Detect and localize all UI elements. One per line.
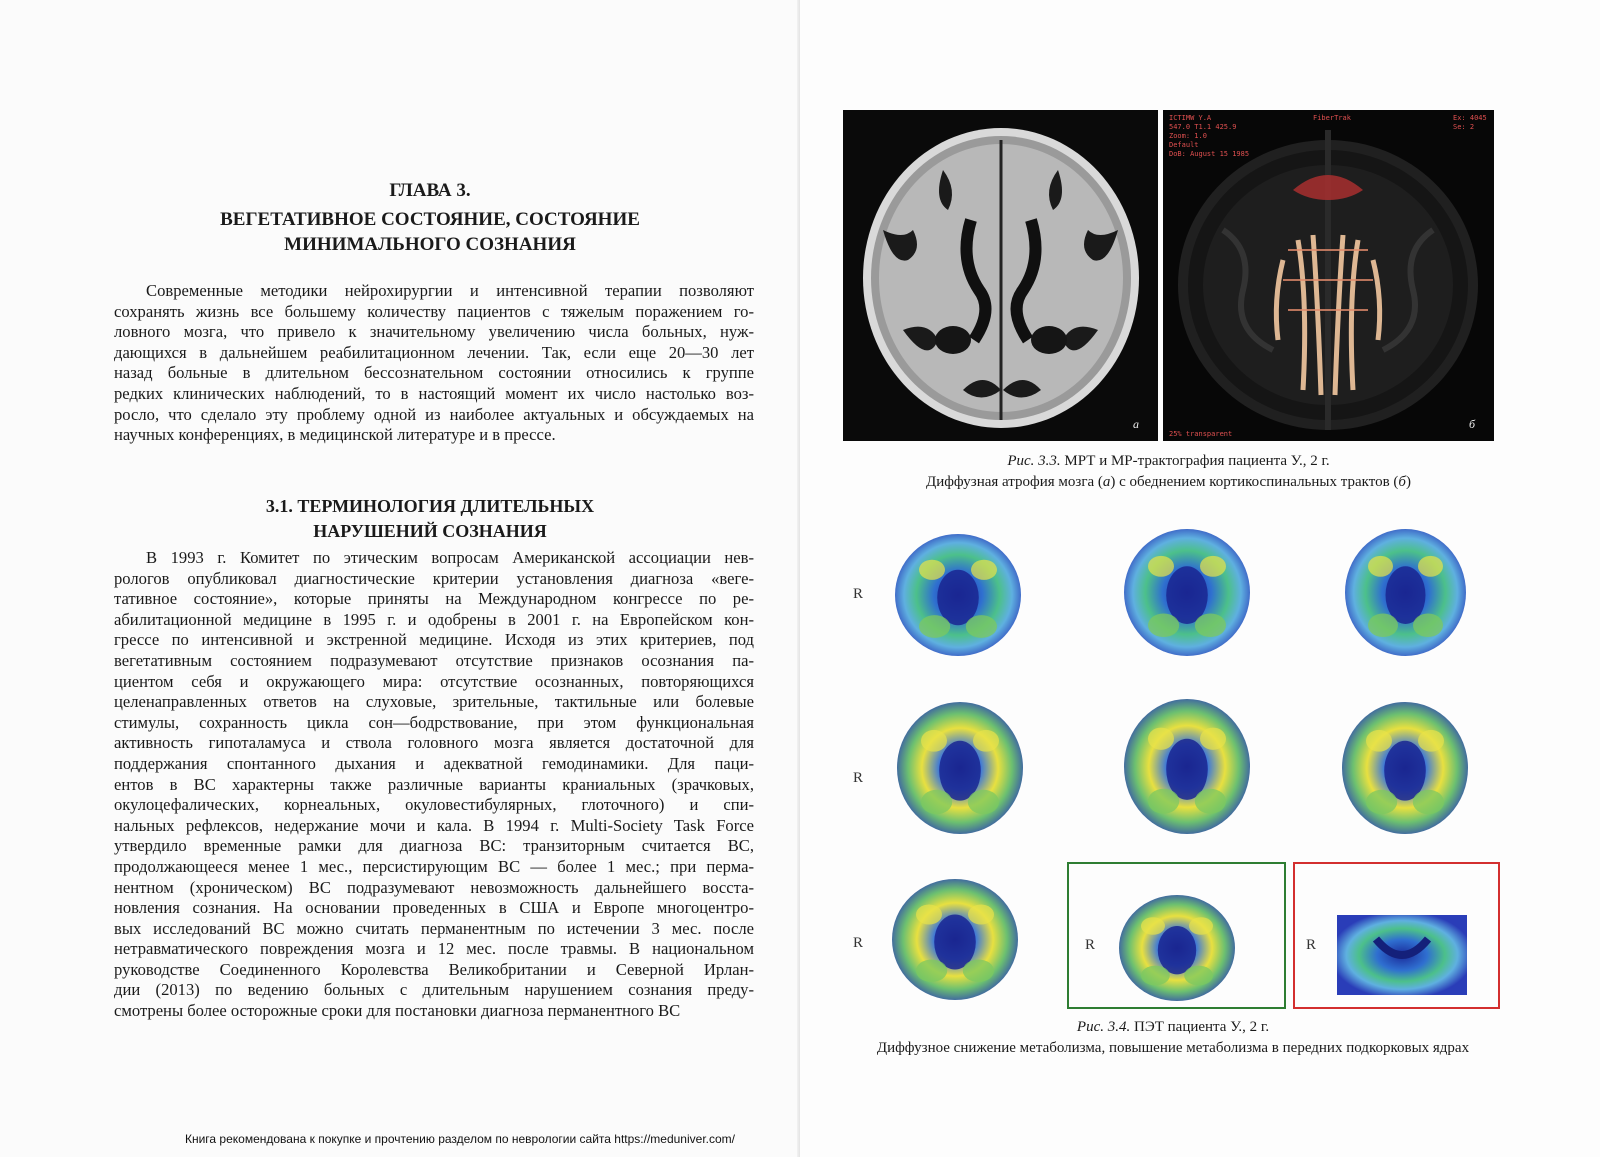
chapter-label: ГЛАВА 3. [389,180,471,201]
text-line: продолжающееся менее 1 мес., персистирующим ВС — более 1 мес.; при перма- [114,856,754,876]
panel-a-label: а [1133,417,1139,431]
text-line: рологов опубликовал диагностические критерии установления диагноза «веге- [114,568,754,588]
page-footer: Книга рекомендована к покупке и прочтению разделом по неврологии сайта https://meduniver.com/ [184,1132,735,1146]
chapter-heading [110,178,750,257]
overlay-top-right-1: Ex: 4045 [1453,114,1487,122]
text-line: В 1993 г. Комитет по этическим вопросам Американской ассоциации нев- [146,548,754,567]
text-line: активность гипоталамуса и ствола головного мозга является достаточной для [114,733,754,753]
text-line: ловного мозга, что привело к значительному увеличению числа больных, нуж- [114,322,754,342]
text-line: Современные методики нейрохирургии и интенсивной терапии позволяют [146,281,754,300]
text-line: вегетативным состоянием подразумевают отсутствие признаков осознания па- [114,650,754,670]
text-line: назад больные в длительном бессознательном состоянии относились к группе [114,363,754,383]
section-heading [110,494,750,544]
text-line: вых исследований ВС можно считать перманентным по истечении 3 мес. после [114,918,754,938]
text-line: смотрены более осторожные сроки для постановки диагноза перманентного ВС [114,1001,681,1021]
pet-frame-red [1293,862,1500,1009]
fig33-caption-line1: МРТ и МР-трактография пациента У., 2 г. [1060,453,1330,469]
text-line: циентом себя и окружающего мира: отсутствие осознанных, повторяющихся [114,671,754,691]
section-title-line2: НАРУШЕНИЙ СОЗНАНИЯ [313,521,547,541]
text-line: руководстве Соединенного Королевства Великобритании и Северной Ирлан- [114,959,754,979]
text-line: тативное состояние», которые приняты на Международном конгрессе по ре- [114,589,754,609]
section-title-line1: 3.1. ТЕРМИНОЛОГИЯ ДЛИТЕЛЬНЫХ [265,496,595,516]
overlay-top-center: FiberTrak [1313,114,1351,122]
pet-side-marker: R [1085,937,1096,953]
pet-scan-slice [895,700,1025,840]
overlay-top-right-2: Se: 2 [1453,123,1475,131]
pet-scan-slice [1122,697,1252,840]
pet-scan-slice [1340,700,1470,840]
text-line: дии (2013) по ведению больных с длительным нарушением сознания преду- [114,980,754,1000]
pet-side-marker: R [1306,937,1317,953]
pet-side-marker: R [853,770,864,786]
fig34-caption-line1: ПЭТ пациента У., 2 г. [1130,1019,1270,1035]
text-line: окулоцефалических, корнеальных, окуловестибулярных, глоточного) и спи- [114,795,754,815]
fig34-caption-label: Рис. 3.4. [1076,1019,1131,1035]
pet-scan-slice [890,877,1020,1006]
pet-scan-slice [1343,527,1468,662]
text-line: поддержания спонтанного дыхания и адекватной гемодинамики. Для паци- [114,753,754,773]
panel-b-label: б [1469,417,1476,431]
text-line: нальных рефлексов, недержание мочи и кала. В 1994 г. Multi-Society Task Force [114,815,754,835]
text-line: дающихся в дальнейшем реабилитационном лечении. Так, если еще 20—30 лет [114,342,754,362]
fig33-caption-line2-d: б [1398,474,1406,490]
fig34-caption-line2: Диффузное снижение метаболизма, повышение метаболизма в передних подкорковых ядрах [876,1040,1470,1056]
chapter-title-line2: МИНИМАЛЬНОГО СОЗНАНИЯ [284,234,576,255]
fig33-caption [843,451,1494,493]
text-line: новления сознания. На основании проведенных в США и Европе многоцентро- [114,898,754,918]
text-line: стимулы, сохранность цикла сон—бодрствование, при этом функциональная [114,712,754,732]
pet-scan-slice [893,532,1023,662]
overlay-bottom: 25% transparent [1169,430,1233,438]
chapter-title-line1: ВЕГЕТАТИВНОЕ СОСТОЯНИЕ, СОСТОЯНИЕ [220,209,640,230]
overlay-line-4: Default [1169,141,1199,149]
intro-paragraph [114,281,754,446]
overlay-line-1: ICTIMW Y.A [1169,114,1212,122]
text-line: абилитационной медицине в 1995 г. и одобрены в 2001 г. на Европейском кон- [114,609,754,629]
fig34-caption [843,1017,1503,1059]
text-line: нентном (хроническом) ВС подразумевают невозможность дальнейшего восста- [114,877,754,897]
text-line: грессе по интенсивной и экстренной медицине. Исходя из этих критериев, под [114,630,754,650]
fig33-caption-label: Рис. 3.3. [1007,453,1061,469]
text-line: научных конференциях, в медицинской литературе и в прессе. [114,425,556,445]
text-line: ентов в ВС характерны также различные варианты краниальных (зрачковых, [114,774,754,794]
fig33-caption-line2-e: ) [1405,474,1411,490]
pet-scan-slice [1122,527,1252,662]
body-paragraph [114,548,754,1022]
fig33-caption-line2-b: а [1102,474,1111,490]
pet-frame-green [1067,862,1286,1009]
text-line: нетравматического повреждения мозга и 12 мес. после травмы. В национальном [114,939,754,959]
tractography-image-b [1163,110,1494,441]
text-line: целенаправленных ответов на слуховые, зрительные, тактильные или болевые [114,692,754,712]
pet-side-marker: R [853,586,864,602]
pet-side-marker: R [853,935,864,951]
fig33-caption-line2-a: Диффузная атрофия мозга ( [926,474,1103,490]
overlay-line-5: DoB: August 15 1985 [1169,150,1250,158]
mri-image-a [843,110,1158,441]
overlay-line-3: Zoom: 1.0 [1169,132,1207,140]
text-line: сохранять жизнь все большему количеству пациентов с тяжелым поражением го- [114,301,754,321]
text-line: росло, что сделало эту проблему одной из наиболее актуальных и обсуждаемых на [114,404,754,424]
text-line: утвердило временные рамки для диагноза ВС: транзиторным считается ВС, [114,836,754,856]
text-line: редких клинических наблюдений, то в настоящий момент их число настолько воз- [114,383,754,403]
fig33-caption-line2-c: ) с обеднением кортикоспинальных трактов ( [1110,474,1399,490]
overlay-line-2: 547.0 T1.1 425.9 [1169,123,1237,131]
